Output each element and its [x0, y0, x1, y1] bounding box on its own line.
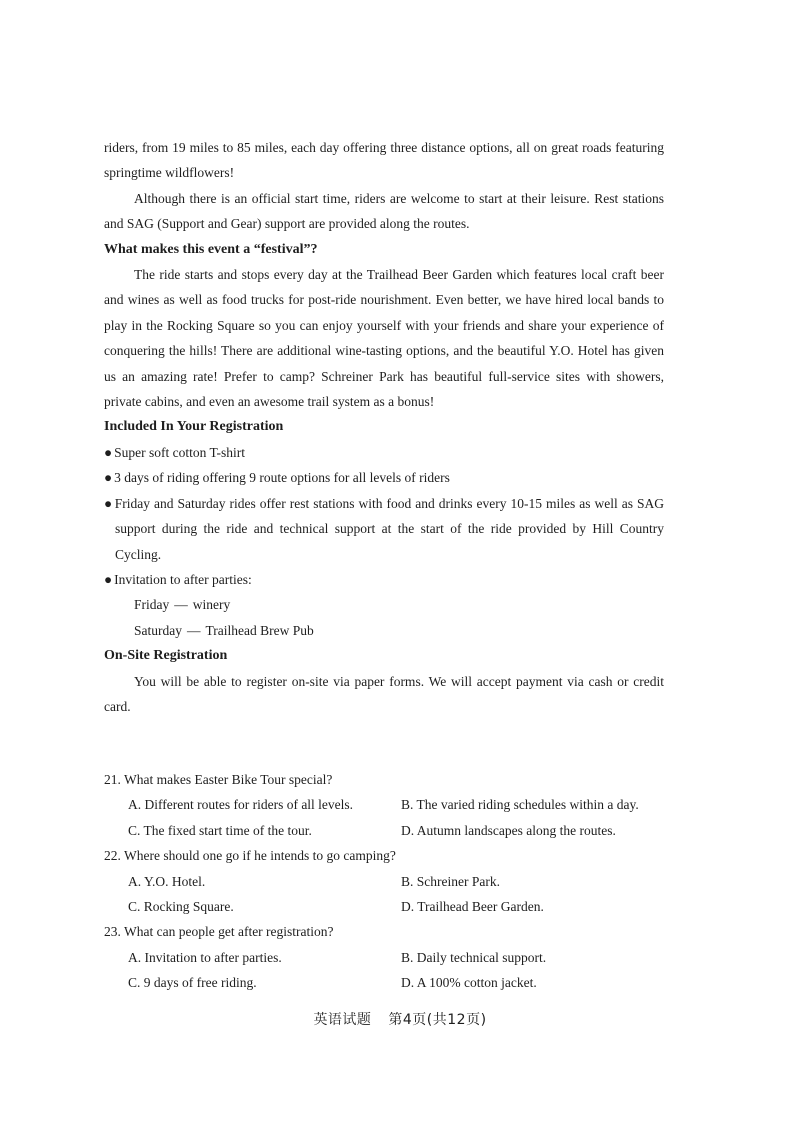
question-22-stem: 22. Where should one go if he intends to go camping?	[104, 848, 396, 864]
bullet-text: Super soft cotton T-shirt	[114, 444, 246, 460]
option-d: D. Trailhead Beer Garden.	[401, 899, 544, 915]
party-place: Trailhead Brew Pub	[205, 622, 314, 638]
page-footer	[0, 1008, 800, 1033]
party-day: Saturday	[134, 622, 182, 638]
question-23-options-row	[104, 970, 674, 995]
party-item-friday	[104, 592, 664, 617]
bullet-text: Invitation to after parties:	[114, 571, 252, 587]
option-b: B. Daily technical support.	[401, 949, 547, 965]
option-c: C. 9 days of free riding.	[128, 975, 257, 991]
bullet-icon: ●	[104, 470, 113, 486]
option-c: C. The fixed start time of the tour.	[128, 822, 312, 838]
bullet-item	[104, 567, 664, 592]
option-c: C. Rocking Square.	[128, 899, 234, 915]
passage-paragraph-3: The ride starts and stops every day at the Trailhead Beer Garden which features local craft beer and wines as well as food trucks for post-ride nourishment. Even better, we have hired local bands to play in the Rocking Square so you can enjoy yourself with your friends and share your experience of conquering the hills! There are additional wine-tasting options, and the beautiful Y.O. Hotel has given us an amazing rate! Prefer to camp? Schreiner Park has beautiful full-service sites with showers, private cabins, and even an awesome trail system as a bonus!	[104, 267, 664, 410]
question-22-options-row	[104, 869, 674, 894]
bullet-icon: ●	[104, 495, 113, 511]
bullet-item	[104, 440, 664, 465]
party-dash: —	[174, 597, 188, 613]
bullet-icon: ●	[104, 444, 113, 460]
question-list	[104, 767, 674, 996]
option-b: B. The varied riding schedules within a day.	[401, 797, 639, 813]
option-a: A. Different routes for riders of all levels.	[128, 797, 354, 813]
question-23-stem: 23. What can people get after registration?	[104, 924, 334, 940]
footer-subject: 英语试题	[313, 1012, 372, 1028]
passage-paragraph-2: Although there is an official start time, riders are welcome to start at their leisure. Rest stations and SAG (Support and Gear) support are provided along the routes.	[104, 190, 664, 232]
question-21-options-row	[104, 792, 674, 817]
section-heading-festival: What makes this event a “festival”?	[104, 241, 318, 257]
question-22-options-row	[104, 894, 674, 919]
passage-paragraph-1: riders, from 19 miles to 85 miles, each day offering three distance options, all on great roads featuring springtime wildflowers!	[104, 140, 664, 181]
footer-page-number: 第4页(共12页)	[388, 1012, 487, 1028]
option-d: D. A 100% cotton jacket.	[401, 975, 537, 991]
party-day: Friday	[134, 597, 170, 613]
question-23-options-row	[104, 945, 674, 970]
passage-paragraph-4: You will be able to register on-site via paper forms. We will accept payment via cash or credit card.	[104, 673, 664, 714]
party-item-saturday	[104, 618, 664, 643]
party-dash: —	[187, 622, 201, 638]
question-21-stem: 21. What makes Easter Bike Tour special?	[104, 772, 333, 787]
reading-passage	[104, 135, 664, 719]
option-a: A. Y.O. Hotel.	[128, 873, 206, 889]
bullet-text: 3 days of riding offering 9 route options for all levels of riders	[114, 470, 450, 486]
option-b: B. Schreiner Park.	[401, 873, 500, 889]
bullet-item	[104, 465, 664, 490]
option-a: A. Invitation to after parties.	[128, 949, 282, 965]
section-heading-registration: Included In Your Registration	[104, 419, 284, 435]
option-d: D. Autumn landscapes along the routes.	[401, 822, 616, 838]
bullet-item	[104, 491, 664, 567]
question-21-options-row	[104, 818, 674, 843]
bullet-icon: ●	[104, 571, 113, 587]
section-heading-onsite: On-Site Registration	[104, 648, 228, 664]
bullet-text: Friday and Saturday rides offer rest stations with food and drinks every 10-15 miles as well as SAG support during the ride and technical support at the start of the ride provided by Hill Country Cycling.	[114, 495, 665, 562]
party-place: winery	[192, 597, 231, 613]
